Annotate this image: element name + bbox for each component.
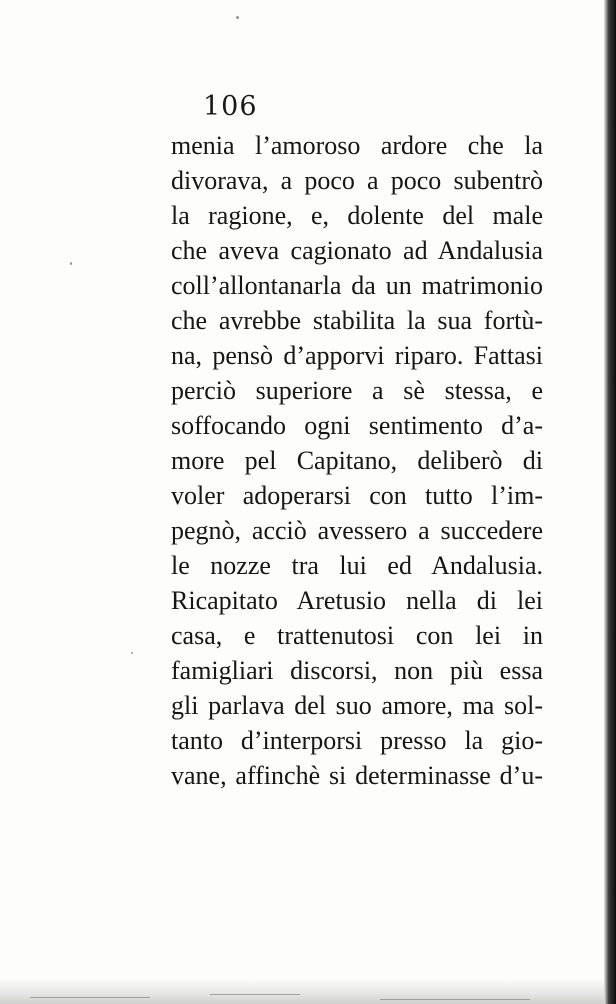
- text-line: casa, e trattenutosi con lei in: [171, 621, 543, 650]
- text-line: menia l’amoroso ardore che la: [171, 131, 543, 160]
- page-number: 106: [203, 91, 258, 122]
- text-line: Ricapitato Aretusio nella di lei: [171, 586, 543, 615]
- text-line: divorava, a poco a poco subentrò: [171, 166, 543, 195]
- text-line: soffocando ogni sentimento d’a-: [171, 411, 543, 440]
- paper-fiber: [210, 994, 300, 995]
- text-line: la ragione, e, dolente del male: [171, 201, 543, 230]
- text-line: che avrebbe stabilita la sua fortù-: [171, 306, 543, 335]
- text-line: coll’allontanarla da un matrimonio: [171, 271, 543, 300]
- text-line: voler adoperarsi con tutto l’im-: [171, 481, 543, 510]
- page-bottom-edge: [0, 978, 604, 1004]
- ink-speck: [70, 262, 72, 265]
- body-text: [171, 128, 543, 793]
- text-line: perciò superiore a sè stessa, e: [171, 376, 543, 405]
- text-line: famigliari discorsi, non più essa: [171, 656, 543, 685]
- text-line: vane, affinchè si determinasse d’u-: [171, 761, 543, 790]
- paper-fiber: [30, 997, 150, 998]
- text-line: pegnò, acciò avessero a succedere: [171, 516, 543, 545]
- text-line: na, pensò d’apporvi riparo. Fattasi: [171, 341, 543, 370]
- text-line: more pel Capitano, deliberò di: [171, 446, 543, 475]
- text-line: che aveva cagionato ad Andalusia: [171, 236, 543, 265]
- text-line: gli parlava del suo amore, ma sol-: [171, 691, 543, 720]
- paper-fiber: [380, 999, 530, 1000]
- page-binding-edge: [604, 0, 616, 1004]
- ink-speck: [131, 652, 133, 654]
- text-line: tanto d’interporsi presso la gio-: [171, 726, 543, 755]
- text-line: le nozze tra lui ed Andalusia.: [171, 551, 543, 580]
- ink-speck: [236, 16, 239, 19]
